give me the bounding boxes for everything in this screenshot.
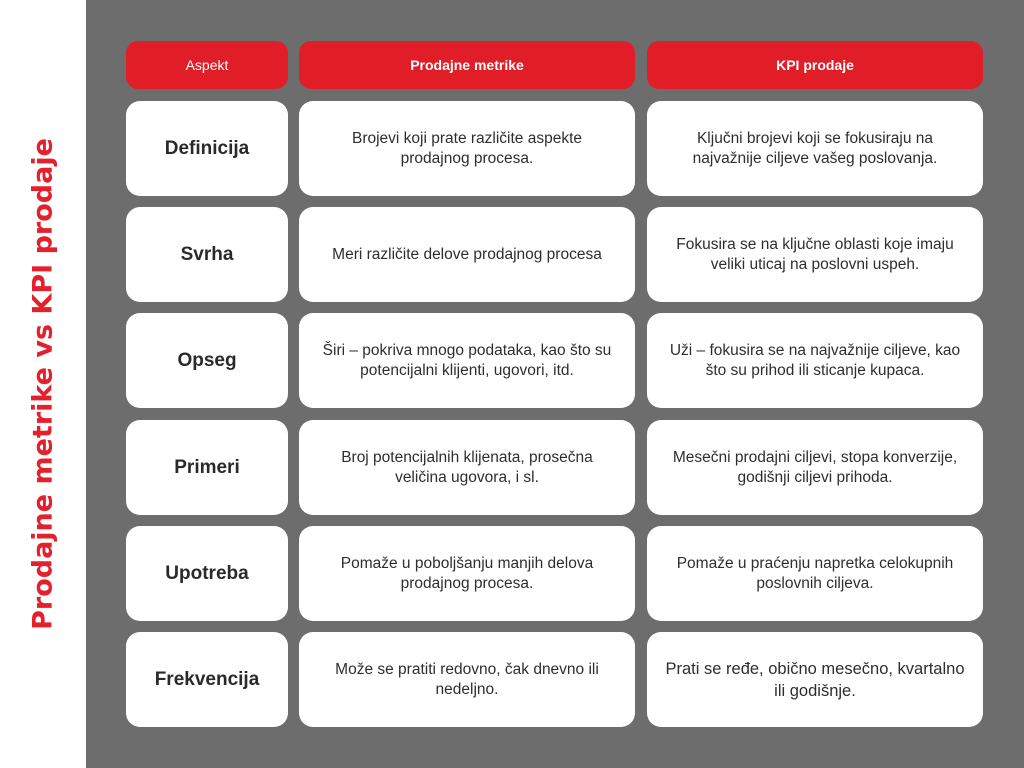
header-sales-kpi: KPI prodaje: [647, 41, 983, 89]
row-aspect-scope: Opseg: [126, 313, 288, 408]
row-metrics-scope: Širi – pokriva mnogo podataka, kao što su potencijalni klijenti, ugovori, itd.: [299, 313, 635, 408]
header-aspect: Aspekt: [126, 41, 288, 89]
side-band: [0, 0, 86, 768]
row-kpi-scope: Uži – fokusira se na najvažnije ciljeve, kao što su prihod ili sticanje kupaca.: [647, 313, 983, 408]
row-kpi-examples: Mesečni prodajni ciljevi, stopa konverzije, godišnji ciljevi prihoda.: [647, 420, 983, 515]
row-metrics-frequency: Može se pratiti redovno, čak dnevno ili nedeljno.: [299, 632, 635, 727]
row-kpi-purpose: Fokusira se na ključne oblasti koje imaju veliki uticaj na poslovni uspeh.: [647, 207, 983, 302]
row-kpi-usage: Pomaže u praćenju napretka celokupnih poslovnih ciljeva.: [647, 526, 983, 621]
row-aspect-definition: Definicija: [126, 101, 288, 196]
row-metrics-definition: Brojevi koji prate različite aspekte prodajnog procesa.: [299, 101, 635, 196]
row-kpi-frequency: Prati se ređe, obično mesečno, kvartalno ili godišnje.: [647, 632, 983, 727]
row-aspect-examples: Primeri: [126, 420, 288, 515]
row-metrics-examples: Broj potencijalnih klijenata, prosečna veličina ugovora, i sl.: [299, 420, 635, 515]
row-aspect-frequency: Frekvencija: [126, 632, 288, 727]
row-metrics-usage: Pomaže u poboljšanju manjih delova prodajnog procesa.: [299, 526, 635, 621]
header-sales-metrics: Prodajne metrike: [299, 41, 635, 89]
row-aspect-usage: Upotreba: [126, 526, 288, 621]
page-title: Prodajne metrike vs KPI prodaje: [27, 138, 59, 630]
row-metrics-purpose: Meri različite delove prodajnog procesa: [299, 207, 635, 302]
row-aspect-purpose: Svrha: [126, 207, 288, 302]
row-kpi-definition: Ključni brojevi koji se fokusiraju na najvažnije ciljeve vašeg poslovanja.: [647, 101, 983, 196]
